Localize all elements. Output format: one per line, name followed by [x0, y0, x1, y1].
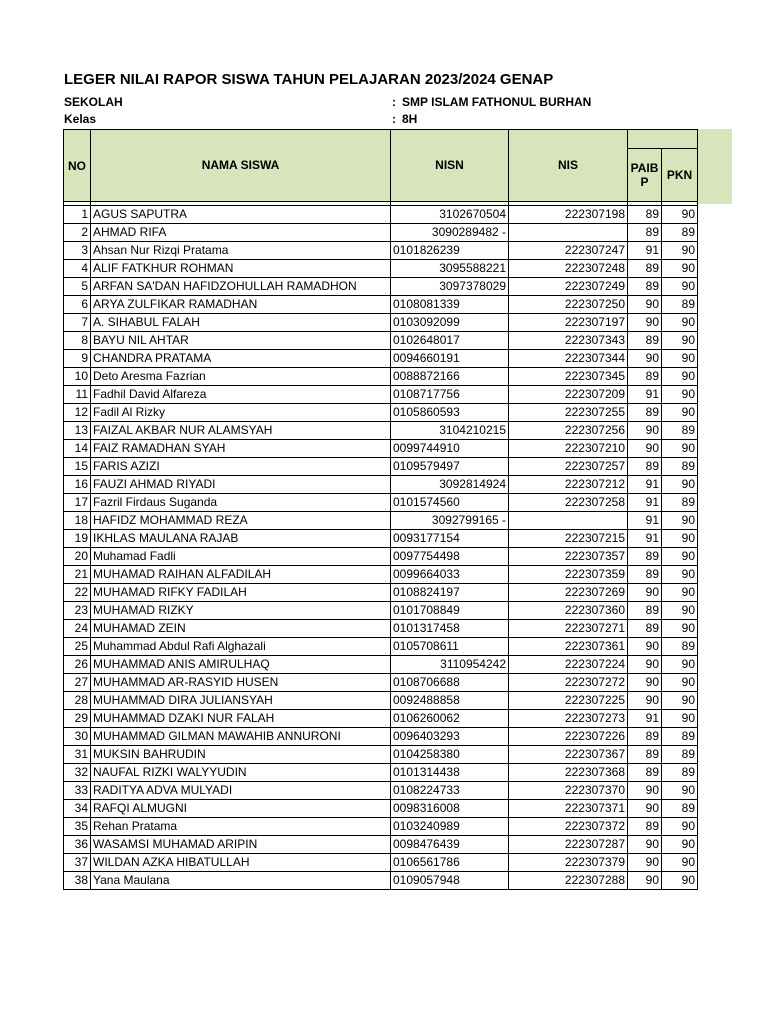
paibp-score: 89	[628, 566, 662, 584]
pkn-score: 90	[662, 404, 698, 422]
student-name: FARIS AZIZI	[91, 458, 391, 476]
pkn-score: 89	[662, 422, 698, 440]
table-row	[64, 530, 698, 548]
paibp-score: 89	[628, 728, 662, 746]
row-number: 20	[64, 548, 91, 566]
nis-value: 222307372	[509, 818, 628, 836]
pkn-score: 90	[662, 674, 698, 692]
nis-value: 222307269	[509, 584, 628, 602]
table-row	[64, 278, 698, 296]
table-row	[64, 764, 698, 782]
row-number: 36	[64, 836, 91, 854]
table-row	[64, 296, 698, 314]
nis-value: 222307367	[509, 746, 628, 764]
row-number: 11	[64, 386, 91, 404]
nis-value: 222307359	[509, 566, 628, 584]
nisn-value: 0106561786	[391, 854, 509, 872]
row-number: 29	[64, 710, 91, 728]
nis-value: 222307198	[509, 206, 628, 224]
paibp-score: 90	[628, 656, 662, 674]
pkn-score: 90	[662, 350, 698, 368]
paibp-score: 89	[628, 548, 662, 566]
nisn-value: 0093177154	[391, 530, 509, 548]
header-paibp: PAIB P	[628, 149, 662, 202]
paibp-score: 89	[628, 818, 662, 836]
table-body	[64, 202, 698, 890]
nisn-value: 0098476439	[391, 836, 509, 854]
nisn-value: 0088872166	[391, 368, 509, 386]
paibp-score: 89	[628, 206, 662, 224]
nisn-value: 0101708849	[391, 602, 509, 620]
nisn-value: 3104210215	[391, 422, 509, 440]
pkn-score: 89	[662, 800, 698, 818]
nisn-value: 0108717756	[391, 386, 509, 404]
pkn-score: 90	[662, 692, 698, 710]
row-number: 30	[64, 728, 91, 746]
table-row	[64, 836, 698, 854]
nis-value: 222307209	[509, 386, 628, 404]
row-number: 6	[64, 296, 91, 314]
paibp-score: 90	[628, 674, 662, 692]
nis-value: 222307271	[509, 620, 628, 638]
sekolah-separator: :	[392, 95, 396, 109]
nis-value: 222307368	[509, 764, 628, 782]
row-number: 10	[64, 368, 91, 386]
pkn-score: 90	[662, 260, 698, 278]
table-row	[64, 638, 698, 656]
nisn-value: 0101574560	[391, 494, 509, 512]
paibp-score: 90	[628, 350, 662, 368]
nisn-value: 0109579497	[391, 458, 509, 476]
student-name: Ahsan Nur Rizqi Pratama	[91, 242, 391, 260]
nisn-value: 3102670504	[391, 206, 509, 224]
table-row	[64, 674, 698, 692]
student-name: MUHAMMAD ANIS AMIRULHAQ	[91, 656, 391, 674]
row-number: 25	[64, 638, 91, 656]
nisn-value: 0101317458	[391, 620, 509, 638]
nisn-value: 3092799165 -	[391, 512, 509, 530]
nisn-value: 3110954242	[391, 656, 509, 674]
student-name: RADITYA ADVA MULYADI	[91, 782, 391, 800]
nisn-value: 0101314438	[391, 764, 509, 782]
table-row	[64, 584, 698, 602]
pkn-score: 89	[662, 638, 698, 656]
student-name: IKHLAS MAULANA RAJAB	[91, 530, 391, 548]
pkn-score: 90	[662, 476, 698, 494]
nis-value: 222307256	[509, 422, 628, 440]
row-number: 34	[64, 800, 91, 818]
paibp-score: 90	[628, 440, 662, 458]
student-name: WASAMSI MUHAMAD ARIPIN	[91, 836, 391, 854]
nis-value	[509, 512, 628, 530]
row-number: 7	[64, 314, 91, 332]
row-number: 12	[64, 404, 91, 422]
row-number: 13	[64, 422, 91, 440]
student-name: FAIZAL AKBAR NUR ALAMSYAH	[91, 422, 391, 440]
pkn-score: 90	[662, 314, 698, 332]
nis-value: 222307287	[509, 836, 628, 854]
nisn-value: 0108081339	[391, 296, 509, 314]
pkn-score: 90	[662, 818, 698, 836]
paibp-score: 89	[628, 332, 662, 350]
table-row	[64, 566, 698, 584]
row-number: 28	[64, 692, 91, 710]
paibp-score: 90	[628, 296, 662, 314]
nis-value: 222307361	[509, 638, 628, 656]
nis-value: 222307288	[509, 872, 628, 890]
pkn-score: 90	[662, 368, 698, 386]
sekolah-value: SMP ISLAM FATHONUL BURHAN	[402, 95, 592, 109]
nisn-value: 0108706688	[391, 674, 509, 692]
nisn-value: 3097378029	[391, 278, 509, 296]
pkn-score: 90	[662, 242, 698, 260]
nis-value: 222307224	[509, 656, 628, 674]
student-name: MUHAMAD ZEIN	[91, 620, 391, 638]
nisn-value: 3092814924	[391, 476, 509, 494]
row-number: 19	[64, 530, 91, 548]
table-row	[64, 728, 698, 746]
table-row	[64, 692, 698, 710]
nis-value: 222307255	[509, 404, 628, 422]
student-name: CHANDRA PRATAMA	[91, 350, 391, 368]
pkn-score: 90	[662, 602, 698, 620]
student-name: Fadhil David Alfareza	[91, 386, 391, 404]
paibp-score: 89	[628, 368, 662, 386]
nisn-value: 0092488858	[391, 692, 509, 710]
table-row	[64, 368, 698, 386]
pkn-score: 90	[662, 206, 698, 224]
row-number: 18	[64, 512, 91, 530]
nis-value: 222307379	[509, 854, 628, 872]
pkn-score: 90	[662, 584, 698, 602]
pkn-score: 89	[662, 458, 698, 476]
table-row	[64, 350, 698, 368]
nis-value: 222307226	[509, 728, 628, 746]
paibp-score: 89	[628, 224, 662, 242]
paibp-score: 90	[628, 836, 662, 854]
nis-value: 222307371	[509, 800, 628, 818]
student-name: MUHAMMAD DIRA JULIANSYAH	[91, 692, 391, 710]
pkn-score: 90	[662, 782, 698, 800]
table-row	[64, 782, 698, 800]
table-row	[64, 260, 698, 278]
nis-value: 222307215	[509, 530, 628, 548]
grades-table	[63, 129, 698, 890]
nisn-value: 3095588221	[391, 260, 509, 278]
pkn-score: 90	[662, 278, 698, 296]
row-number: 31	[64, 746, 91, 764]
pkn-score: 89	[662, 224, 698, 242]
paibp-score: 90	[628, 692, 662, 710]
pkn-score: 90	[662, 854, 698, 872]
paibp-score: 89	[628, 746, 662, 764]
paibp-score: 89	[628, 458, 662, 476]
nis-value: 222307249	[509, 278, 628, 296]
nis-value: 222307360	[509, 602, 628, 620]
pkn-score: 90	[662, 710, 698, 728]
student-name: MUHAMAD RAIHAN ALFADILAH	[91, 566, 391, 584]
row-number: 23	[64, 602, 91, 620]
row-number: 37	[64, 854, 91, 872]
table-row	[64, 458, 698, 476]
nisn-value: 0103092099	[391, 314, 509, 332]
table-row	[64, 206, 698, 224]
table-row	[64, 422, 698, 440]
table-row	[64, 440, 698, 458]
row-number: 24	[64, 620, 91, 638]
document-title: LEGER NILAI RAPOR SISWA TAHUN PELAJARAN 2023/2024 GENAP	[64, 71, 554, 88]
header-subject-group	[628, 130, 698, 149]
student-name: AGUS SAPUTRA	[91, 206, 391, 224]
row-number: 4	[64, 260, 91, 278]
pkn-score: 90	[662, 512, 698, 530]
pkn-score: 89	[662, 746, 698, 764]
kelas-value: 8H	[402, 112, 418, 126]
table-row	[64, 854, 698, 872]
student-name: Fazril Firdaus Suganda	[91, 494, 391, 512]
paibp-score: 89	[628, 404, 662, 422]
paibp-score: 89	[628, 260, 662, 278]
row-number: 14	[64, 440, 91, 458]
nisn-value: 0109057948	[391, 872, 509, 890]
nisn-value: 0108824197	[391, 584, 509, 602]
nis-value: 222307345	[509, 368, 628, 386]
paibp-score: 91	[628, 512, 662, 530]
nisn-value: 0104258380	[391, 746, 509, 764]
paibp-score: 90	[628, 782, 662, 800]
nis-value: 222307250	[509, 296, 628, 314]
row-number: 5	[64, 278, 91, 296]
header-nis: NIS	[509, 130, 628, 202]
paibp-score: 89	[628, 278, 662, 296]
student-name: AHMAD RIFA	[91, 224, 391, 242]
table-row	[64, 746, 698, 764]
paibp-score: 89	[628, 602, 662, 620]
row-number: 15	[64, 458, 91, 476]
paibp-score: 90	[628, 314, 662, 332]
nisn-value: 0108224733	[391, 782, 509, 800]
table-row	[64, 332, 698, 350]
nisn-value: 0099664033	[391, 566, 509, 584]
header-pkn: PKN	[662, 149, 698, 202]
table-row	[64, 620, 698, 638]
row-number: 32	[64, 764, 91, 782]
paibp-score: 91	[628, 242, 662, 260]
table-row	[64, 494, 698, 512]
nis-value: 222307370	[509, 782, 628, 800]
nisn-value: 0098316008	[391, 800, 509, 818]
student-name: NAUFAL RIZKI WALYYUDIN	[91, 764, 391, 782]
row-number: 33	[64, 782, 91, 800]
table-row	[64, 800, 698, 818]
pkn-score: 89	[662, 296, 698, 314]
header-no: NO	[64, 130, 91, 202]
paibp-score: 90	[628, 872, 662, 890]
student-name: MUHAMMAD DZAKI NUR FALAH	[91, 710, 391, 728]
student-name: Muhamad Fadli	[91, 548, 391, 566]
row-number: 21	[64, 566, 91, 584]
nis-value: 222307197	[509, 314, 628, 332]
pkn-score: 90	[662, 836, 698, 854]
paibp-score: 90	[628, 422, 662, 440]
table-row	[64, 386, 698, 404]
pkn-score: 89	[662, 728, 698, 746]
nisn-value: 0099744910	[391, 440, 509, 458]
row-number: 26	[64, 656, 91, 674]
pkn-score: 89	[662, 494, 698, 512]
row-number: 38	[64, 872, 91, 890]
table-header	[64, 130, 698, 202]
paibp-score: 90	[628, 854, 662, 872]
student-name: FAIZ RAMADHAN SYAH	[91, 440, 391, 458]
student-name: Muhammad Abdul Rafi Alghazali	[91, 638, 391, 656]
table-row	[64, 476, 698, 494]
nisn-value: 0103240989	[391, 818, 509, 836]
student-name: WILDAN AZKA HIBATULLAH	[91, 854, 391, 872]
paibp-score: 89	[628, 764, 662, 782]
student-name: ARYA ZULFIKAR RAMADHAN	[91, 296, 391, 314]
nisn-value: 0102648017	[391, 332, 509, 350]
row-number: 8	[64, 332, 91, 350]
table-row	[64, 242, 698, 260]
nis-value: 222307210	[509, 440, 628, 458]
table-row	[64, 710, 698, 728]
pkn-score: 90	[662, 656, 698, 674]
row-number: 27	[64, 674, 91, 692]
nis-value: 222307357	[509, 548, 628, 566]
table-row	[64, 818, 698, 836]
paibp-score: 90	[628, 800, 662, 818]
header-extension-fill	[696, 129, 732, 204]
paibp-score: 90	[628, 638, 662, 656]
table-row	[64, 512, 698, 530]
student-name: MUHAMMAD GILMAN MAWAHIB ANNURONI	[91, 728, 391, 746]
student-name: Rehan Pratama	[91, 818, 391, 836]
table-row	[64, 404, 698, 422]
kelas-label: Kelas	[64, 112, 97, 126]
pkn-score: 90	[662, 620, 698, 638]
table-row	[64, 224, 698, 242]
student-name: BAYU NIL AHTAR	[91, 332, 391, 350]
nisn-value: 0094660191	[391, 350, 509, 368]
row-number: 3	[64, 242, 91, 260]
student-name: MUKSIN BAHRUDIN	[91, 746, 391, 764]
row-number: 35	[64, 818, 91, 836]
nisn-value: 0106260062	[391, 710, 509, 728]
nisn-value: 0105708611	[391, 638, 509, 656]
sekolah-label: SEKOLAH	[64, 95, 123, 109]
pkn-score: 90	[662, 872, 698, 890]
row-number: 17	[64, 494, 91, 512]
paibp-score: 91	[628, 386, 662, 404]
table-row	[64, 314, 698, 332]
paibp-score: 89	[628, 620, 662, 638]
student-name: FAUZI AHMAD RIYADI	[91, 476, 391, 494]
table-row	[64, 602, 698, 620]
pkn-score: 89	[662, 764, 698, 782]
nis-value: 222307247	[509, 242, 628, 260]
nis-value: 222307212	[509, 476, 628, 494]
nis-value	[509, 224, 628, 242]
student-name: A. SIHABUL FALAH	[91, 314, 391, 332]
student-name: Deto Aresma Fazrian	[91, 368, 391, 386]
student-name: MUHAMMAD AR-RASYID HUSEN	[91, 674, 391, 692]
row-number: 1	[64, 206, 91, 224]
row-number: 9	[64, 350, 91, 368]
nisn-value: 0101826239	[391, 242, 509, 260]
table-row	[64, 548, 698, 566]
student-name: ALIF FATKHUR ROHMAN	[91, 260, 391, 278]
student-name: MUHAMAD RIZKY	[91, 602, 391, 620]
student-name: RAFQI ALMUGNI	[91, 800, 391, 818]
nis-value: 222307344	[509, 350, 628, 368]
table-row	[64, 656, 698, 674]
nis-value: 222307343	[509, 332, 628, 350]
pkn-score: 90	[662, 566, 698, 584]
nisn-value: 0105860593	[391, 404, 509, 422]
paibp-score: 91	[628, 530, 662, 548]
pkn-score: 90	[662, 440, 698, 458]
pkn-score: 90	[662, 548, 698, 566]
paibp-score: 91	[628, 476, 662, 494]
nis-value: 222307258	[509, 494, 628, 512]
row-number: 16	[64, 476, 91, 494]
header-nama-siswa: NAMA SISWA	[91, 130, 391, 202]
paibp-score: 91	[628, 494, 662, 512]
nis-value: 222307248	[509, 260, 628, 278]
nis-value: 222307257	[509, 458, 628, 476]
pkn-score: 90	[662, 332, 698, 350]
paibp-score: 90	[628, 584, 662, 602]
student-name: ARFAN SA'DAN HAFIDZOHULLAH RAMADHON	[91, 278, 391, 296]
nis-value: 222307272	[509, 674, 628, 692]
pkn-score: 90	[662, 386, 698, 404]
student-name: Fadil Al Rizky	[91, 404, 391, 422]
header-nisn: NISN	[391, 130, 509, 202]
student-name: HAFIDZ MOHAMMAD REZA	[91, 512, 391, 530]
student-name: Yana Maulana	[91, 872, 391, 890]
nisn-value: 0097754498	[391, 548, 509, 566]
table-row	[64, 872, 698, 890]
row-number: 22	[64, 584, 91, 602]
nis-value: 222307273	[509, 710, 628, 728]
nis-value: 222307225	[509, 692, 628, 710]
nisn-value: 0096403293	[391, 728, 509, 746]
kelas-separator: :	[392, 112, 396, 126]
paibp-score: 91	[628, 710, 662, 728]
student-name: MUHAMAD RIFKY FADILAH	[91, 584, 391, 602]
row-number: 2	[64, 224, 91, 242]
nisn-value: 3090289482 -	[391, 224, 509, 242]
pkn-score: 90	[662, 530, 698, 548]
